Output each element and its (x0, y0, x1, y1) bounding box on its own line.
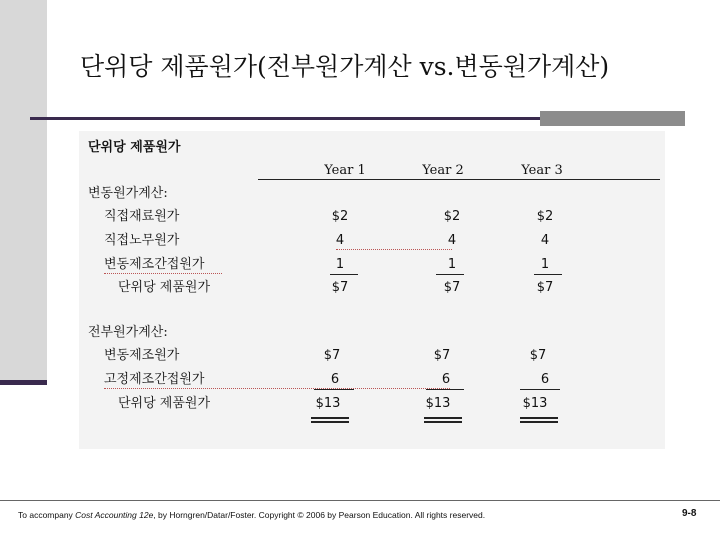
double-rule-y1 (311, 417, 349, 423)
abs-subtotal-rule-y1 (314, 389, 354, 390)
subtotal-rule-y1 (330, 274, 358, 275)
cell-dm-y1: $2 (331, 209, 349, 224)
subtotal-rule-y3 (534, 274, 562, 275)
cell-dl-y3: 4 (540, 233, 550, 248)
header-year-3: Year 3 (521, 163, 563, 178)
variable-total-label: 단위당 제품원가 (118, 280, 211, 295)
cell-dm-y3: $2 (536, 209, 554, 224)
footer-book-title: Cost Accounting 12e (75, 510, 154, 520)
header-year-2: Year 2 (422, 163, 464, 178)
row-label-vmc: 변동제조원가 (104, 348, 180, 363)
cell-fmoh-y1: 6 (330, 372, 340, 387)
cell-fmoh-y2: 6 (441, 372, 451, 387)
cell-vmc-y3: $7 (529, 348, 547, 363)
header-year-1: Year 1 (324, 163, 366, 178)
dotted-leader-abs (104, 388, 450, 389)
row-label-fmoh: 고정제조간접원가 (104, 372, 205, 387)
absorption-total-y1: $13 (315, 396, 341, 411)
left-decor-accent (0, 380, 47, 385)
double-rule-y2 (424, 417, 462, 423)
dotted-leader (336, 249, 452, 250)
cell-fmoh-y3: 6 (540, 372, 550, 387)
cell-dl-y2: 4 (447, 233, 457, 248)
subtotal-rule-y2 (436, 274, 464, 275)
title-divider-block (540, 111, 685, 126)
cell-vmoh-y3: 1 (540, 257, 550, 272)
row-label-dl: 직접노무원가 (104, 233, 180, 248)
footer-rule (0, 500, 720, 501)
row-label-vmoh: 변동제조간접원가 (104, 257, 205, 272)
cell-vmc-y2: $7 (433, 348, 451, 363)
cell-dm-y2: $2 (443, 209, 461, 224)
cell-vmc-y1: $7 (323, 348, 341, 363)
row-label-dm: 직접재료원가 (104, 209, 180, 224)
page-number: 9-8 (682, 508, 697, 519)
abs-subtotal-rule-y3 (520, 389, 560, 390)
header-rule (258, 179, 660, 180)
left-decor-bar (0, 0, 47, 382)
footer-prefix: To accompany (18, 510, 76, 520)
cell-dl-y1: 4 (335, 233, 345, 248)
variable-costing-heading: 변동원가계산: (88, 186, 168, 201)
absorption-total-label: 단위당 제품원가 (118, 396, 211, 411)
footer-suffix: , by Horngren/Datar/Foster. Copyright © 2006 by Pearson Education. All rights reserved. (153, 510, 486, 520)
cell-vmoh-y2: 1 (447, 257, 457, 272)
variable-total-y1: $7 (331, 280, 349, 295)
panel-title: 단위당 제품원가 (88, 140, 181, 155)
slide-title: 단위당 제품원가(전부원가계산 vs.변동원가계산) (80, 52, 610, 81)
absorption-total-y2: $13 (425, 396, 451, 411)
variable-total-y2: $7 (443, 280, 461, 295)
dotted-label-underline (104, 273, 222, 274)
cell-vmoh-y1: 1 (335, 257, 345, 272)
variable-total-y3: $7 (536, 280, 554, 295)
double-rule-y3 (520, 417, 558, 423)
absorption-total-y3: $13 (522, 396, 548, 411)
footer-credit (18, 509, 618, 521)
absorption-costing-heading: 전부원가계산: (88, 325, 168, 340)
abs-subtotal-rule-y2 (426, 389, 464, 390)
